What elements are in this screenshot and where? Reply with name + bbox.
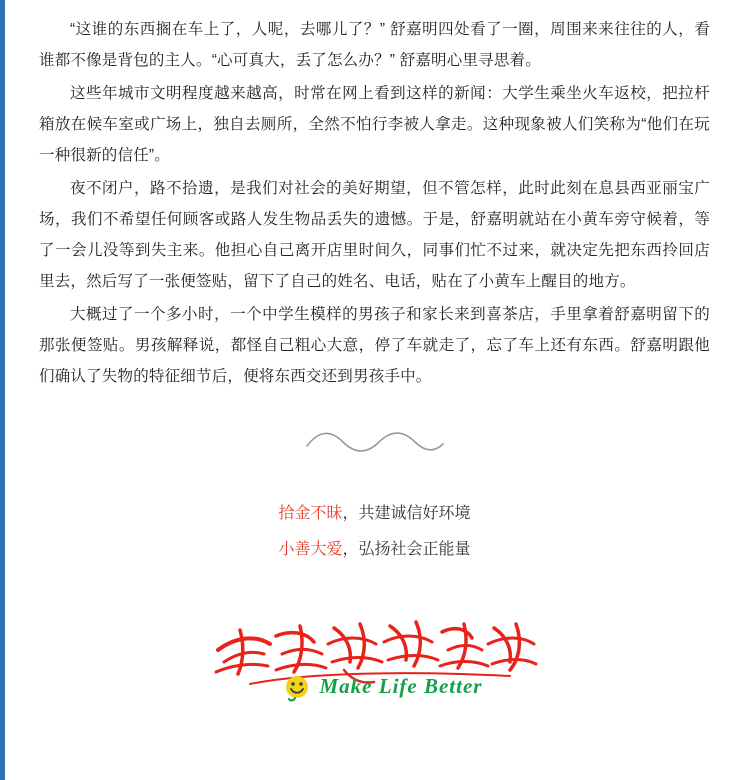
- slogan-rest: ，共建诚信好环境: [342, 505, 471, 522]
- article-body: [39, 14, 710, 392]
- slogan-block: [39, 496, 710, 568]
- tagline: Make Life Better: [319, 674, 483, 698]
- slogan-line-2: [39, 532, 710, 568]
- article-page: [5, 0, 744, 780]
- paragraph: 大概过了一个多小时，一个中学生模样的男孩子和家长来到喜茶店，手里拿着舒嘉明留下的那张便签贴。男孩解释说，都怪自己粗心大意，停了车就走了，忘了车上还有东西。舒嘉明跟他们确认了失物的特征细节后，便将东西交还到男孩手中。: [39, 306, 710, 385]
- slogan-highlight: 拾金不昧: [278, 505, 343, 522]
- slogan-highlight: 小善大爱: [278, 541, 343, 558]
- wave-divider-icon: [305, 428, 445, 458]
- smiley-flower-icon: [282, 672, 312, 702]
- paragraph: 夜不闭户，路不拾遗，是我们对社会的美好期望，但不管怎样，此时此刻在息县西亚丽宝广场，我们不希望任何顾客或路人发生物品丢失的遗憾。于是，舒嘉明就站在小黄车旁守候着，等了一会儿没等到失主来。他担心自己离开店里时间久，同事们忙不过来，就决定先把东西拎回店里去，然后写了一张便签贴，留下了自己的姓名、电话，贴在了小黄车上醒目的地方。: [39, 180, 710, 290]
- paragraph: “这谁的东西搁在车上了，人呢，去哪儿了？” 舒嘉明四处看了一圈，周围来来往往的人，看谁都不像是背包的主人。“心可真大，丢了怎么办？” 舒嘉明心里寻思着。: [39, 21, 710, 69]
- paragraph: 这些年城市文明程度越来越高，时常在网上看到这样的新闻：大学生乘坐火车返校，把拉杆箱放在候车室或广场上，独自去厕所，全然不怕行李被人拿走。这种现象被人们笑称为“他们在玩一种很新的信任”。: [39, 85, 710, 164]
- slogan-line-1: [39, 496, 710, 532]
- signature: [210, 610, 540, 720]
- slogan-rest: ，弘扬社会正能量: [342, 541, 471, 558]
- handwriting-calligraphy-icon: [210, 610, 540, 720]
- signature-area: [39, 610, 710, 720]
